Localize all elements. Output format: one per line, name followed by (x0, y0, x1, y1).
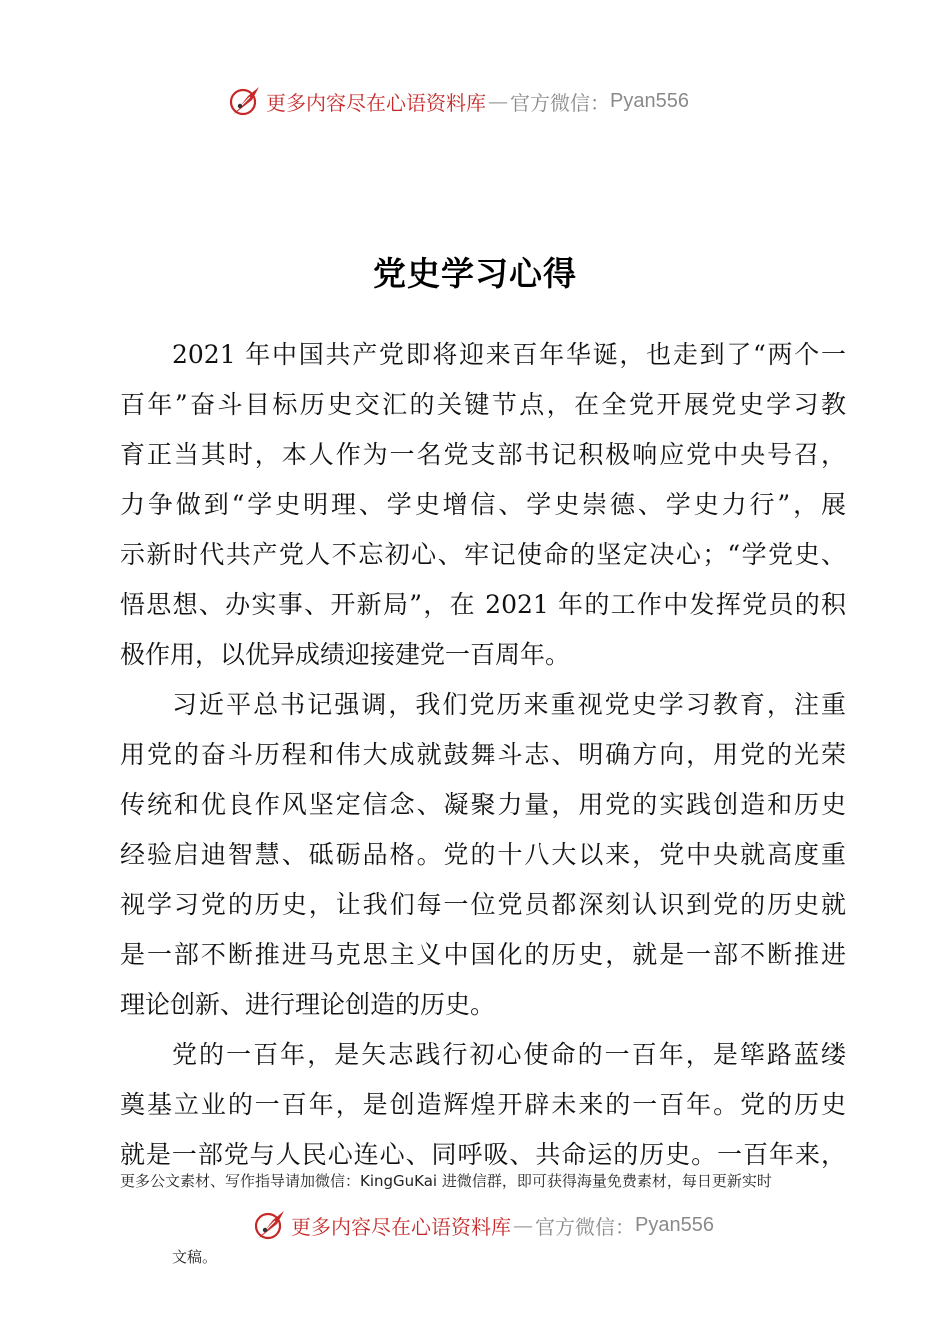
banner-wechat-label: 官方微信： (535, 1214, 635, 1239)
paragraph-line: 育正当其时，本人作为一名党支部书记积极响应党中央号召， (120, 440, 846, 469)
footer-promo-note: 更多公文素材、写作指导请加微信：KingGuKai 进微信群，即可获得海量免费素材，每日更新实时 (120, 1172, 772, 1190)
paragraph-line: 奠基立业的一百年，是创造辉煌开辟未来的一百年。党的历史 (120, 1090, 846, 1119)
paragraph-line: 就是一部党与人民心连心、同呼吸、共命运的历史。一百年来， (120, 1140, 846, 1169)
paragraph-line: 2021 年中国共产党即将迎来百年华诞，也走到了“两个一 (172, 340, 846, 369)
banner-separator: — (488, 89, 508, 113)
paragraph-line: 悟思想、办实事、开新局”，在 2021 年的工作中发挥党员的积 (120, 590, 846, 619)
header-watermark-banner (228, 84, 689, 118)
footer-watermark-banner (253, 1208, 714, 1242)
paragraph-line: 百年”奋斗目标历史交汇的关键节点，在全党开展党史学习教 (120, 390, 846, 419)
banner-wechat-label: 官方微信： (510, 90, 610, 115)
banner-separator: — (513, 1213, 533, 1237)
footer-promo-note-continued: 文稿。 (172, 1248, 218, 1266)
paragraph-line: 视学习党的历史，让我们每一位党员都深刻认识到党的历史就 (120, 890, 846, 919)
document-title: 党史学习心得 (373, 254, 577, 293)
banner-wechat-id: Pyan556 (635, 1213, 714, 1236)
paragraph-line: 示新时代共产党人不忘初心、牢记使命的坚定决心；“学党史、 (120, 540, 846, 569)
paragraph-line: 传统和优良作风坚定信念、凝聚力量，用党的实践创造和历史 (120, 790, 846, 819)
paragraph-line: 习近平总书记强调，我们党历来重视党史学习教育，注重 (172, 690, 846, 719)
paragraph-line: 极作用，以优异成绩迎接建党一百周年。 (120, 640, 571, 669)
paragraph-line: 力争做到“学史明理、学史增信、学史崇德、学史力行”，展 (120, 490, 846, 519)
banner-wechat-id: Pyan556 (610, 89, 689, 112)
banner-brand-text: 更多内容尽在心语资料库 (266, 90, 486, 115)
paragraph-line: 理论创新、进行理论创造的历史。 (120, 990, 496, 1019)
banner-brand-text: 更多内容尽在心语资料库 (291, 1214, 511, 1239)
paragraph-line: 是一部不断推进马克思主义中国化的历史，就是一部不断推进 (120, 940, 846, 969)
quill-pen-logo-icon (228, 84, 262, 118)
paragraph-line: 党的一百年，是矢志践行初心使命的一百年，是筚路蓝缕 (172, 1040, 846, 1069)
quill-pen-logo-icon (253, 1208, 287, 1242)
paragraph-line: 用党的奋斗历程和伟大成就鼓舞斗志、明确方向，用党的光荣 (120, 740, 846, 769)
paragraph-line: 经验启迪智慧、砥砺品格。党的十八大以来，党中央就高度重 (120, 840, 846, 869)
document-body (120, 330, 846, 1180)
